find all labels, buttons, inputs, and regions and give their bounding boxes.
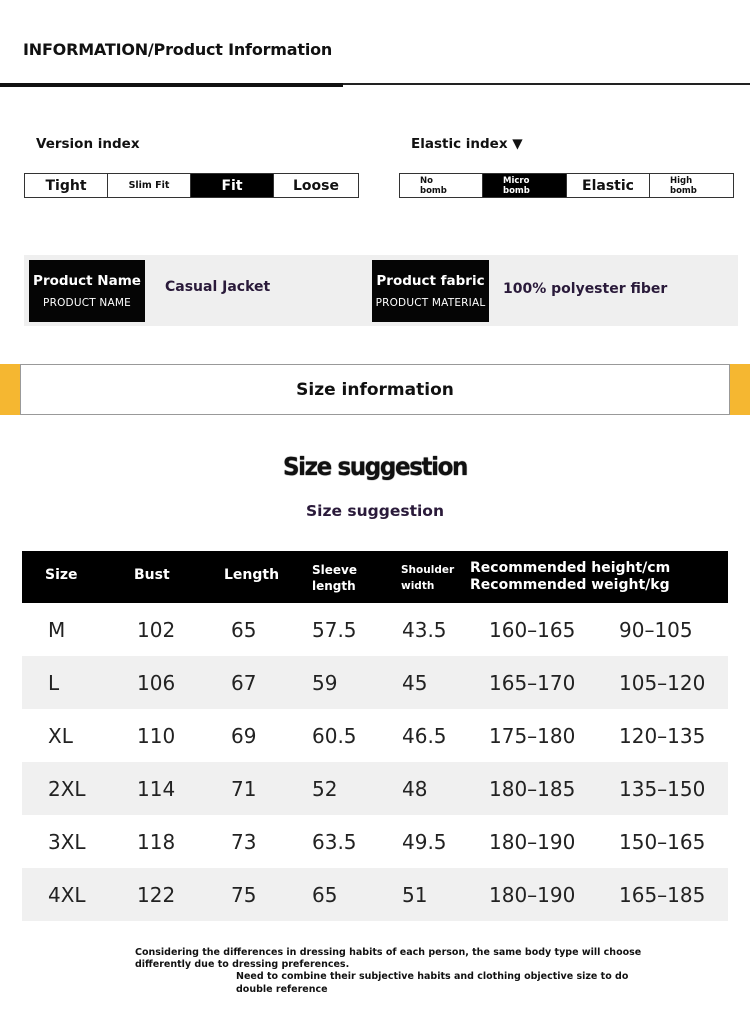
- size-info-title: Size information: [20, 364, 730, 415]
- product-name-label: Product Name: [33, 273, 141, 289]
- version-index-bar: [24, 173, 359, 198]
- footnote-line2: differently due to dressing preferences.: [135, 959, 350, 970]
- page-title: INFORMATION/Product Information: [23, 40, 333, 59]
- cell-size: L: [48, 671, 60, 695]
- cell-bust: 122: [137, 883, 176, 907]
- cell-length: 67: [231, 671, 257, 695]
- version-option-slim-fit: Slim Fit: [108, 174, 191, 197]
- cell-height: 175–180: [489, 724, 576, 748]
- cell-bust: 106: [137, 671, 176, 695]
- header-rec-weight: Recommended weight/kg: [470, 577, 670, 593]
- cell-height: 165–170: [489, 671, 576, 695]
- cell-size: XL: [48, 724, 73, 748]
- cell-length: 69: [231, 724, 257, 748]
- cell-shoulder: 45: [402, 671, 428, 695]
- header-shoulder-line2: width: [401, 580, 435, 592]
- header-recommended: [470, 560, 670, 594]
- version-index-label: Version index: [36, 136, 140, 152]
- cell-length: 73: [231, 830, 257, 854]
- product-name-value: Casual Jacket: [165, 279, 271, 295]
- cell-shoulder: 49.5: [402, 830, 447, 854]
- footnote-line1: Considering the differences in dressing habits of each person, the same body type will choose: [135, 947, 642, 958]
- header-rec-height: Recommended height/cm: [470, 560, 671, 576]
- cell-sleeve: 57.5: [312, 618, 357, 642]
- cell-height: 180–190: [489, 883, 576, 907]
- cell-shoulder: 46.5: [402, 724, 447, 748]
- cell-weight: 135–150: [619, 777, 706, 801]
- cell-weight: 120–135: [619, 724, 706, 748]
- size-table-header: [22, 551, 728, 603]
- header-shoulder-width: [401, 562, 454, 594]
- size-table-body: [22, 603, 728, 921]
- footnote-line4: double reference: [236, 984, 328, 995]
- banner-accent-left: [0, 364, 20, 415]
- header-sleeve-line2: length: [312, 579, 356, 593]
- cell-length: 71: [231, 777, 257, 801]
- version-option-loose: Loose: [274, 174, 358, 197]
- size-suggestion-subheading: Size suggestion: [305, 502, 444, 520]
- product-name-sublabel: PRODUCT NAME: [43, 297, 131, 309]
- cell-length: 75: [231, 883, 257, 907]
- cell-length: 65: [231, 618, 257, 642]
- cell-bust: 118: [137, 830, 176, 854]
- header-divider-accent: [0, 83, 343, 87]
- size-suggestion-heading: Size suggestion: [282, 452, 468, 481]
- product-fabric-sublabel: PRODUCT MATERIAL: [375, 297, 486, 309]
- cell-weight: 90–105: [619, 618, 693, 642]
- product-fabric-label-box: [372, 260, 489, 322]
- version-option-tight: Tight: [25, 174, 108, 197]
- product-fabric-label: Product fabric: [376, 273, 485, 289]
- cell-shoulder: 51: [402, 883, 428, 907]
- table-row: [22, 815, 728, 868]
- elastic-option-high-bomb: High bomb: [650, 174, 733, 197]
- product-name-label-box: [29, 260, 145, 322]
- footnote-line3: Need to combine their subjective habits and clothing objective size to do: [236, 971, 629, 982]
- product-fabric-value: 100% polyester fiber: [503, 281, 668, 297]
- cell-shoulder: 43.5: [402, 618, 447, 642]
- cell-height: 160–165: [489, 618, 576, 642]
- header-sleeve-length: [312, 562, 357, 594]
- cell-weight: 165–185: [619, 883, 706, 907]
- cell-bust: 114: [137, 777, 176, 801]
- elastic-index-label: Elastic index ▼: [411, 136, 523, 152]
- banner-accent-right: [730, 364, 750, 415]
- header-length: Length: [224, 567, 280, 583]
- cell-sleeve: 52: [312, 777, 338, 801]
- cell-size: M: [48, 618, 66, 642]
- table-row: [22, 709, 728, 762]
- table-row: [22, 762, 728, 815]
- cell-sleeve: 59: [312, 671, 338, 695]
- product-info-panel: [24, 255, 738, 326]
- cell-height: 180–185: [489, 777, 576, 801]
- table-row: [22, 868, 728, 921]
- header-sleeve-line1: Sleeve: [312, 563, 357, 577]
- header-size: Size: [45, 567, 78, 583]
- cell-shoulder: 48: [402, 777, 428, 801]
- cell-sleeve: 60.5: [312, 724, 357, 748]
- table-row: [22, 603, 728, 656]
- cell-sleeve: 65: [312, 883, 338, 907]
- cell-size: 4XL: [48, 883, 86, 907]
- elastic-option-no-bomb: No bomb: [400, 174, 483, 197]
- cell-sleeve: 63.5: [312, 830, 357, 854]
- cell-height: 180–190: [489, 830, 576, 854]
- cell-weight: 150–165: [619, 830, 706, 854]
- cell-size: 2XL: [48, 777, 86, 801]
- size-info-banner: [0, 364, 750, 415]
- elastic-option-elastic: Elastic: [567, 174, 650, 197]
- elastic-option-micro-bomb: Micro bomb: [483, 174, 567, 197]
- version-option-fit: Fit: [191, 174, 274, 197]
- header-bust: Bust: [134, 567, 170, 583]
- cell-bust: 102: [137, 618, 176, 642]
- cell-bust: 110: [137, 724, 176, 748]
- table-row: [22, 656, 728, 709]
- elastic-index-bar: [399, 173, 734, 198]
- cell-weight: 105–120: [619, 671, 706, 695]
- size-table: [22, 551, 728, 921]
- cell-size: 3XL: [48, 830, 86, 854]
- header-shoulder-line1: Shoulder: [401, 564, 455, 576]
